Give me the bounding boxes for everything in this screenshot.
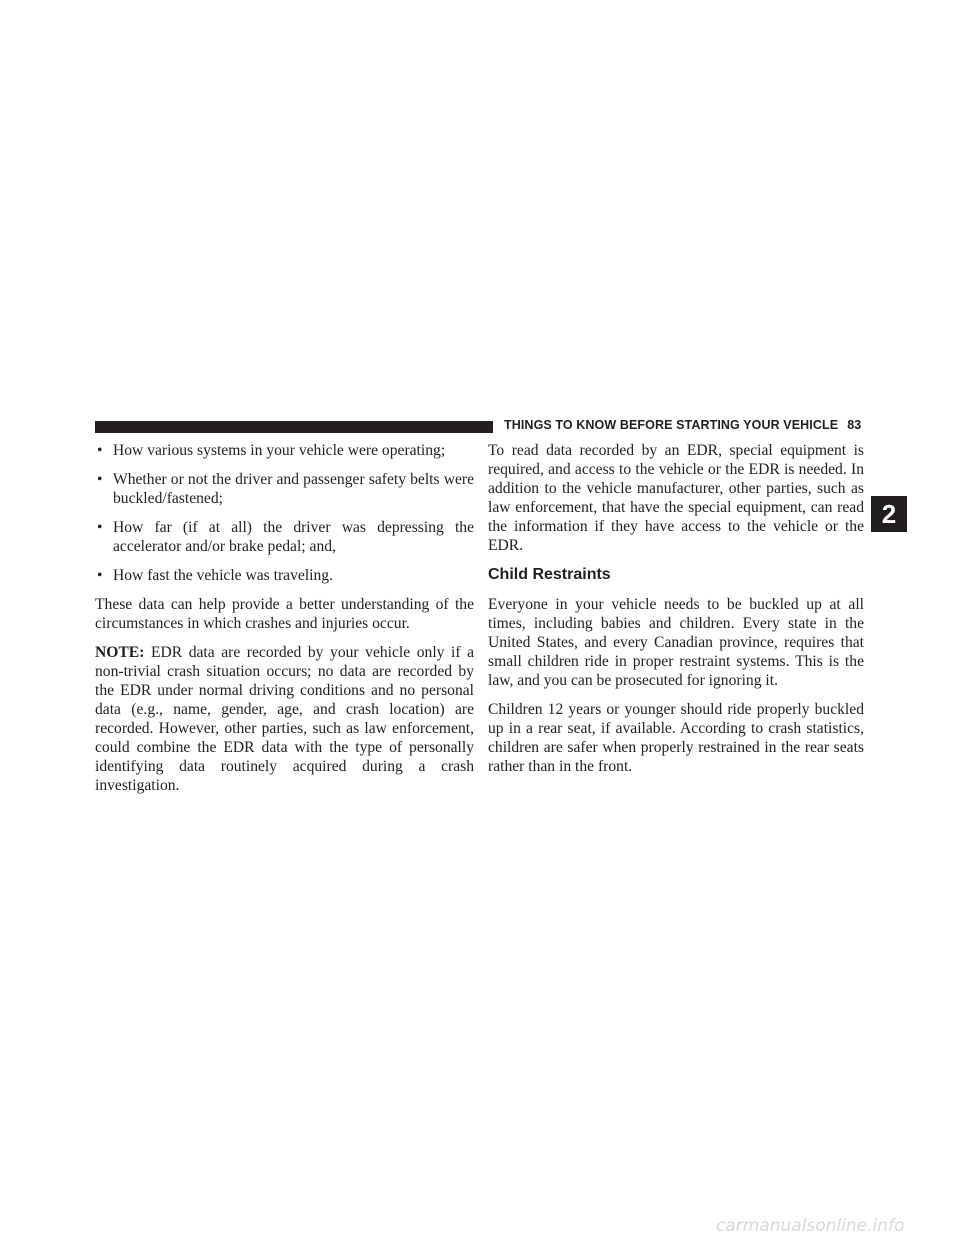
bullet-icon: •	[97, 442, 103, 459]
left-column	[95, 441, 474, 805]
list-item-text: How various systems in your vehicle were operating;	[113, 442, 446, 459]
section-heading: Child Restraints	[488, 566, 611, 583]
list-item	[95, 566, 474, 585]
body-paragraph: Children 12 years or younger should ride properly buckled up in a rear seat, if available. According to crash statistics, children are safer when properly restrained in the rear seats rather than in the front.	[488, 701, 864, 775]
bullet-icon: •	[97, 567, 103, 584]
note-text: EDR data are recorded by your vehicle only if a non-trivial crash situation occurs; no data are recorded by the EDR under normal driving conditions and no personal data (e.g., name, gender, age, and crash location) are recorded. However, other parties, such as law enforcement, could combine the EDR data with the type of personally identifying data routinely acquired during a crash investigation.	[95, 644, 474, 794]
bullet-icon: •	[97, 519, 103, 536]
list-item-text: How far (if at all) the driver was depressing the accelerator and/or brake pedal; and,	[113, 519, 474, 555]
list-item	[95, 441, 474, 460]
watermark: carmanualsonline.info	[716, 1216, 905, 1236]
list-item	[95, 470, 474, 508]
bullet-icon: •	[97, 471, 103, 488]
header-rule	[95, 421, 493, 433]
body-paragraph: Everyone in your vehicle needs to be buckled up at all times, including babies and children. Every state in the United States, and every Canadian province, requires that small children ride in proper restraint systems. This is the law, and you can be prosecuted for ignoring it.	[488, 596, 864, 689]
running-header	[504, 418, 861, 432]
section-title: THINGS TO KNOW BEFORE STARTING YOUR VEHICLE	[504, 418, 839, 432]
list-item	[95, 518, 474, 556]
right-column	[488, 441, 864, 786]
note-paragraph	[95, 643, 474, 795]
body-paragraph: To read data recorded by an EDR, special equipment is required, and access to the vehicle or the EDR is needed. In addition to the vehicle manufacturer, other parties, such as law enforcement, that have the special equipment, can read the information if they have access to the vehicle or the EDR.	[488, 442, 864, 554]
chapter-tab: 2	[871, 496, 907, 532]
page-number: 83	[847, 418, 862, 432]
body-paragraph: These data can help provide a better understanding of the circumstances in which crashes and injuries occur.	[95, 596, 474, 632]
list-item-text: How fast the vehicle was traveling.	[113, 567, 333, 584]
list-item-text: Whether or not the driver and passenger safety belts were buckled/fastened;	[113, 471, 474, 507]
note-label: NOTE:	[95, 644, 145, 661]
